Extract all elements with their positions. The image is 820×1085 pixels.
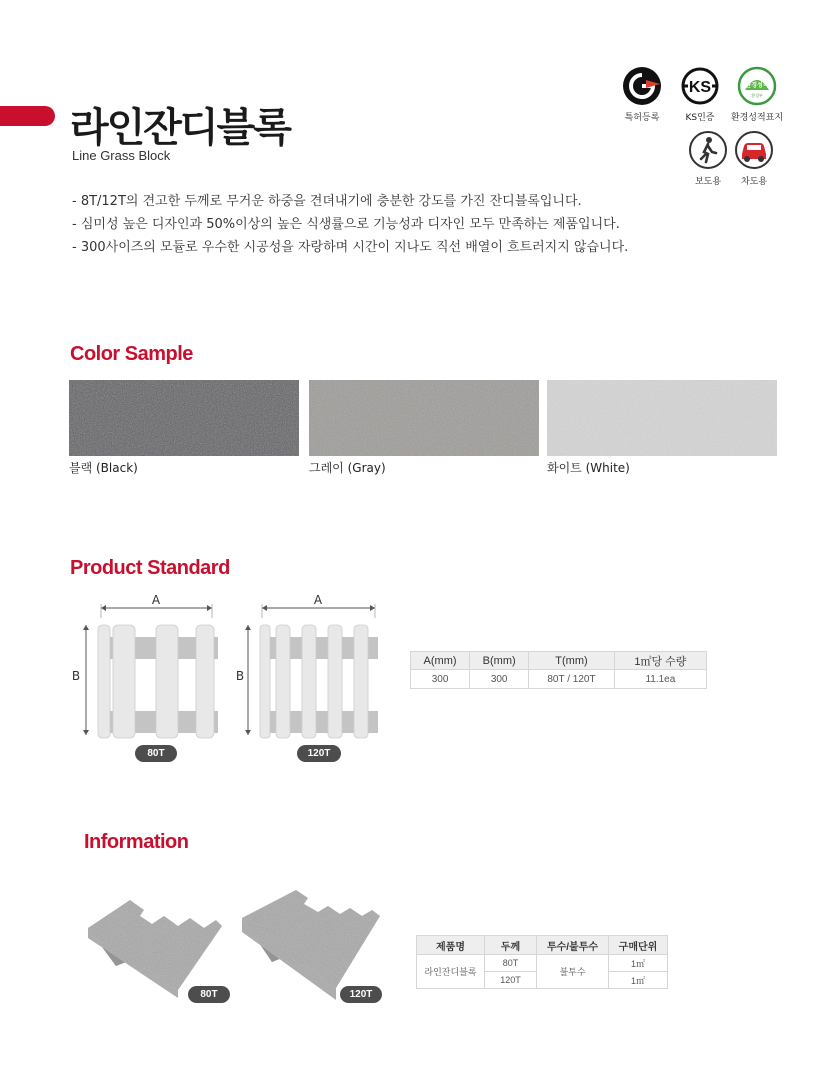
variant-pill-120t: 120T — [297, 745, 341, 762]
pedestrian-icon — [688, 130, 728, 170]
feature-item: - 8T/12T의 견고한 두께로 무거운 하중을 견뎌내기에 충분한 강도를 가진 잔디블록입니다. — [72, 194, 582, 209]
table-header: A(mm) — [411, 652, 470, 670]
table-header: 제품명 — [417, 936, 485, 955]
table-cell: 80T — [485, 955, 537, 972]
table-header: 두께 — [485, 936, 537, 955]
swatch-gray — [309, 380, 539, 456]
diagram-120t — [232, 592, 384, 740]
patent-label: 특허등록 — [624, 113, 660, 123]
swatch-white — [547, 380, 777, 456]
standard-table — [410, 651, 707, 689]
ks-label: KS인증 — [685, 113, 715, 123]
product-standard-title: Product Standard — [70, 557, 230, 579]
patent-badge — [612, 66, 672, 123]
swatch-black — [69, 380, 299, 456]
info-pill-80t: 80T — [188, 986, 230, 1003]
vehicle-label: 차도용 — [740, 177, 768, 187]
table-header: 구매단위 — [609, 936, 668, 955]
table-cell-product: 라인잔디블록 — [417, 955, 485, 989]
information-table — [416, 935, 668, 989]
sidewalk-label: 보도용 — [694, 177, 722, 187]
table-header: 투수/불투수 — [537, 936, 609, 955]
info-pill-120t: 120T — [340, 986, 382, 1003]
variant-pill-80t: 80T — [135, 745, 177, 762]
eco-label-icon — [737, 66, 777, 106]
table-header: 1㎡당 수량 — [614, 652, 706, 670]
vehicle-badge — [724, 130, 784, 187]
eco-label: 환경성적표지 — [730, 113, 784, 123]
table-row — [411, 670, 707, 689]
table-cell: 1㎡ — [609, 955, 668, 972]
table-row — [417, 955, 668, 972]
swatch-label-black: 블랙 (Black) — [69, 461, 138, 475]
table-cell: 11.1ea — [614, 670, 706, 689]
table-cell: 1㎡ — [609, 972, 668, 989]
swatch-label-white: 화이트 (White) — [547, 461, 630, 475]
table-cell-permeability: 불투수 — [537, 955, 609, 989]
feature-list — [72, 190, 628, 259]
diagram-80t — [68, 592, 220, 740]
swatch-label-gray: 그레이 (Gray) — [309, 461, 386, 475]
feature-item: - 심미성 높은 디자인과 50%이상의 높은 식생률으로 기능성과 디자인 모두 만족하는 제품입니다. — [72, 217, 620, 232]
table-header: T(mm) — [529, 652, 615, 670]
car-icon — [734, 130, 774, 170]
table-header: B(mm) — [470, 652, 529, 670]
color-sample-title: Color Sample — [70, 343, 193, 365]
page-title: 라인잔디블록 — [70, 105, 290, 151]
table-cell: 120T — [485, 972, 537, 989]
table-cell: 80T / 120T — [529, 670, 615, 689]
accent-bar — [0, 106, 55, 126]
dim-a-label: A — [313, 593, 323, 607]
eco-badge — [724, 66, 790, 123]
ks-icon — [680, 66, 720, 106]
eco-sub-text: 환경부 — [751, 93, 763, 98]
table-cell: 300 — [470, 670, 529, 689]
eco-inner-text: 환경성적 — [745, 82, 769, 89]
svg-text:KS: KS — [688, 79, 712, 96]
page-subtitle: Line Grass Block — [72, 148, 171, 163]
dim-a-label: A — [151, 593, 161, 607]
information-title: Information — [84, 831, 189, 853]
table-cell: 300 — [411, 670, 470, 689]
ks-badge — [670, 66, 730, 123]
dim-b-label: B — [235, 669, 245, 683]
patent-icon — [622, 66, 662, 106]
feature-item: - 300사이즈의 모듈로 우수한 시공성을 자랑하며 시간이 지나도 직선 배열이 흐트러지지 않습니다. — [72, 240, 629, 255]
dim-b-label: B — [71, 669, 81, 683]
